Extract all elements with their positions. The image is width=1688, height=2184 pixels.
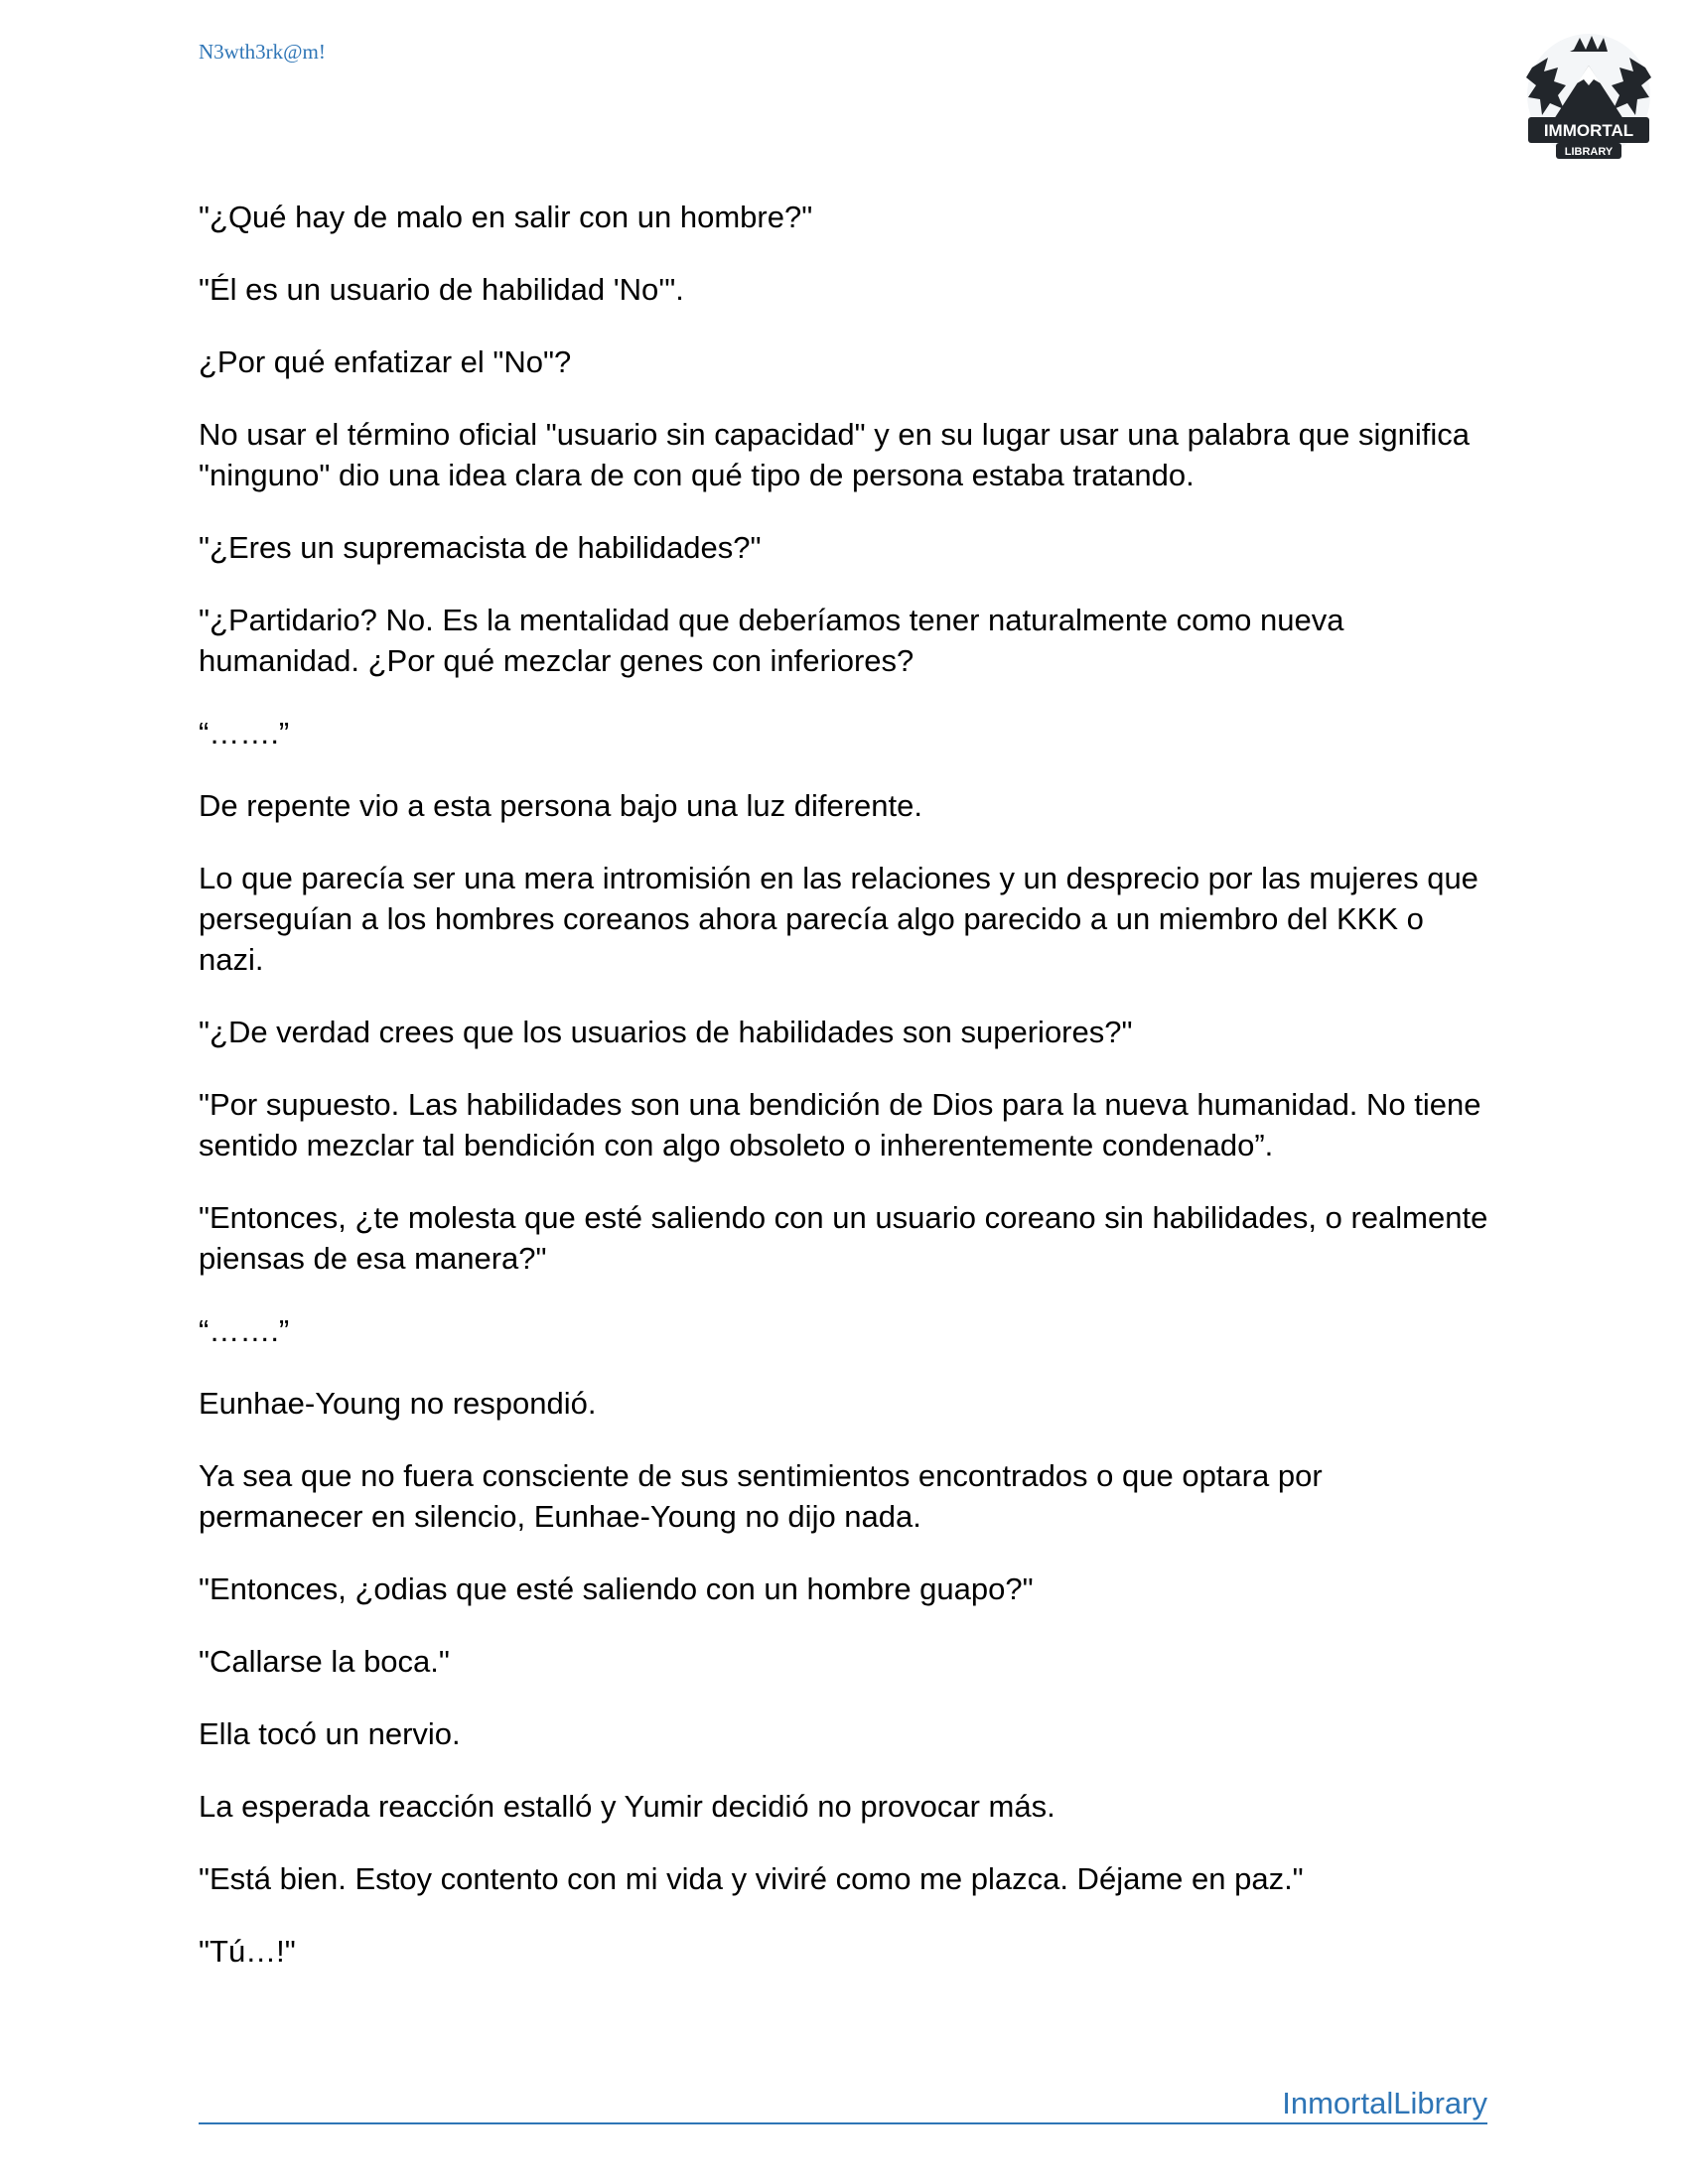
paragraph: De repente vio a esta persona bajo una luz diferente.: [199, 788, 922, 823]
paragraph: "Está bien. Estoy contento con mi vida y viviré como me plazca. Déjame en paz.": [199, 1861, 1304, 1896]
paragraph: La esperada reacción estalló y Yumir decidió no provocar más.: [199, 1789, 1055, 1824]
paragraph: "¿De verdad crees que los usuarios de habilidades son superiores?": [199, 1015, 1133, 1049]
dragon-crest-icon: [1514, 28, 1663, 167]
paragraph: "Callarse la boca.": [199, 1644, 450, 1679]
paragraph: “…….”: [199, 1313, 290, 1348]
immortal-library-logo: [1514, 28, 1663, 167]
logo-text-bottom: LIBRARY: [1564, 146, 1614, 158]
paragraph: “…….”: [199, 716, 290, 751]
paragraph: Ella tocó un nervio.: [199, 1716, 461, 1751]
paragraph: "¿Eres un supremacista de habilidades?": [199, 530, 762, 565]
paragraph: Eunhae-Young no respondió.: [199, 1386, 597, 1421]
paragraph: "¿Qué hay de malo en salir con un hombre?": [199, 200, 813, 234]
paragraph: "Entonces, ¿odias que esté saliendo con un hombre guapo?": [199, 1571, 1034, 1606]
paragraph: ¿Por qué enfatizar el "No"?: [199, 344, 572, 379]
paragraph: "Él es un usuario de habilidad 'No'".: [199, 272, 684, 307]
paragraph: Lo que parecía ser una mera intromisión en las relaciones y un desprecio por las mujeres que perseguían a los hombres coreanos ahora parecía algo parecido a un miembro del KKK o nazi.: [199, 861, 1478, 977]
paragraph: "Por supuesto. Las habilidades son una bendición de Dios para la nueva humanidad. No tiene sentido mezclar tal bendición con algo obsoleto o inherentemente condenado”.: [199, 1087, 1481, 1162]
paragraph: "Entonces, ¿te molesta que esté saliendo con un usuario coreano sin habilidades, o realmente piensas de esa manera?": [199, 1200, 1488, 1276]
paragraph: Ya sea que no fuera consciente de sus sentimientos encontrados o que optara por permanecer en silencio, Eunhae-Young no dijo nada.: [199, 1458, 1323, 1534]
paragraph: "¿Partidario? No. Es la mentalidad que deberíamos tener naturalmente como nueva humanidad. ¿Por qué mezclar genes con inferiores?: [199, 603, 1344, 678]
paragraph: "Tú…!": [199, 1934, 296, 1969]
header-tag: N3wth3rk@m!: [199, 40, 326, 64]
document-body: [199, 197, 1489, 2003]
footer-link-inmortal-library[interactable]: InmortalLibrary: [199, 2085, 1487, 2124]
paragraph: No usar el término oficial "usuario sin capacidad" y en su lugar usar una palabra que significa "ninguno" dio una idea clara de con qué tipo de persona estaba tratando.: [199, 417, 1470, 492]
logo-text-top: IMMORTAL: [1543, 121, 1634, 140]
